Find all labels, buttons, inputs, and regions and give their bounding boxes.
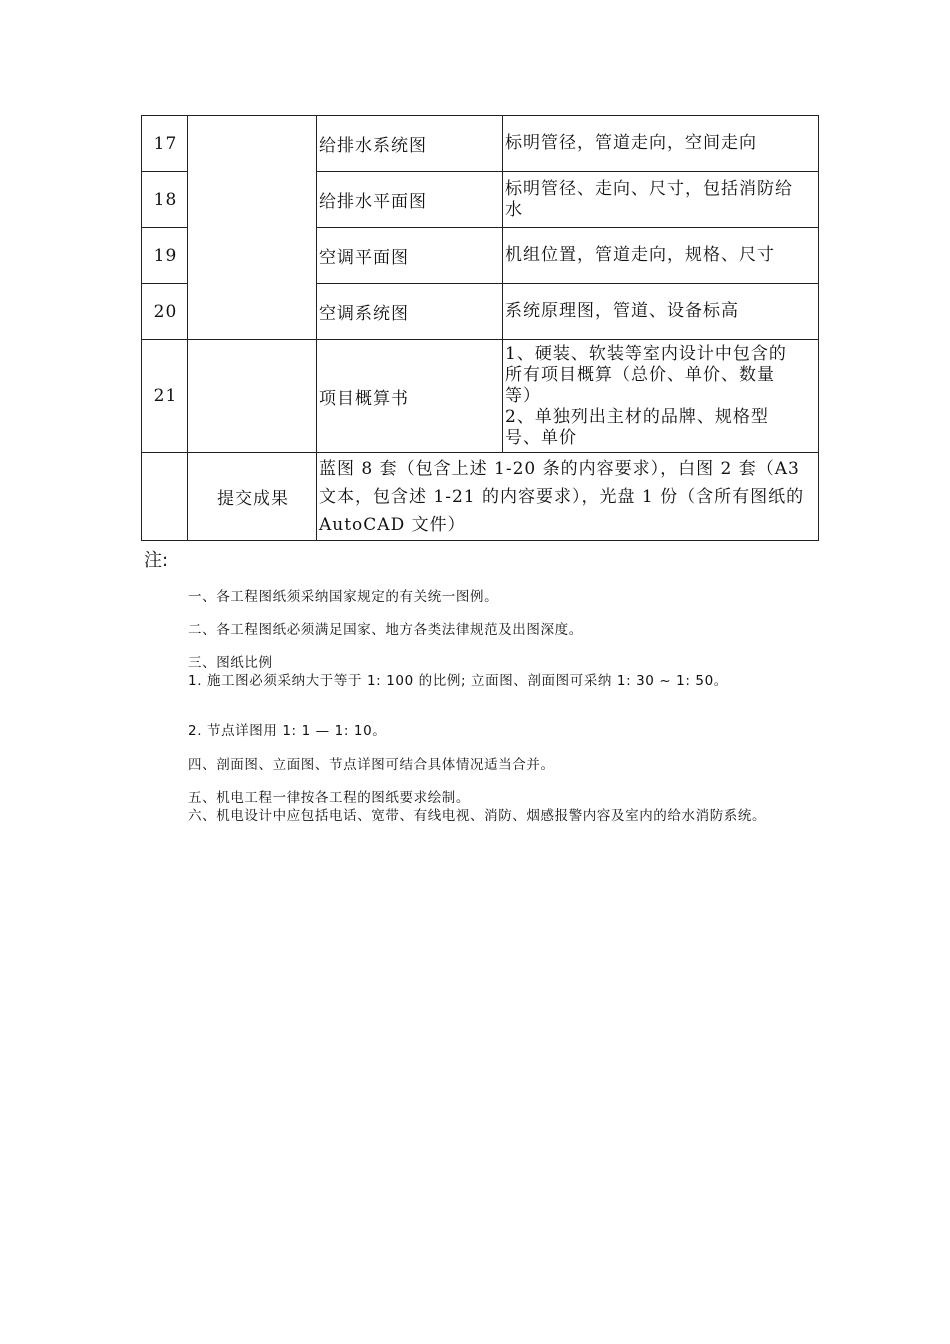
note-item: 一、各工程图纸须采纳国家规定的有关统一图例。 (188, 589, 499, 605)
submission-label: 提交成果 (188, 453, 317, 541)
table-row (142, 116, 819, 172)
drawing-name: 项目概算书 (317, 340, 503, 453)
drawing-requirement: 系统原理图，管道、设备标高 (503, 284, 819, 340)
drawing-name: 给排水平面图 (317, 172, 503, 228)
drawing-name: 空调系统图 (317, 284, 503, 340)
note-item: 四、剖面图、立面图、节点详图可结合具体情况适当合并。 (188, 757, 555, 773)
row-number: 19 (142, 228, 188, 284)
row-number: 17 (142, 116, 188, 172)
drawing-requirement: 标明管径、走向、尺寸，包括消防给 水 (503, 172, 819, 228)
note-item: 2. 节点详图用 1: 1 — 1: 10。 (188, 723, 387, 739)
row-number: 20 (142, 284, 188, 340)
note-item: 五、机电工程一律按各工程的图纸要求绘制。 (188, 790, 470, 806)
note-item: 六、机电设计中应包括电话、宽带、有线电视、消防、烟感报警内容及室内的给水消防系统。 (188, 808, 767, 824)
group-cell (188, 340, 317, 453)
table-row (142, 340, 819, 453)
row-number: 18 (142, 172, 188, 228)
notes-heading: 注: (144, 550, 169, 571)
empty-cell (142, 453, 188, 541)
drawing-requirement: 机组位置，管道走向，规格、尺寸 (503, 228, 819, 284)
group-cell (188, 116, 317, 340)
drawing-name: 给排水系统图 (317, 116, 503, 172)
drawing-name: 空调平面图 (317, 228, 503, 284)
row-number: 21 (142, 340, 188, 453)
note-item: 1. 施工图必须采纳大于等于 1: 100 的比例; 立面图、剖面图可采纳 1: 30 ~ 1: 50。 (188, 673, 728, 689)
submission-content: 蓝图 8 套（包含上述 1-20 条的内容要求），白图 2 套（A3 文本，包含述 1-21 的内容要求），光盘 1 份（含所有图纸的 AutoCAD 文件） (317, 453, 819, 541)
drawing-requirement: 标明管径，管道走向，空间走向 (503, 116, 819, 172)
note-item: 二、各工程图纸必须满足国家、地方各类法律规范及出图深度。 (188, 622, 583, 638)
spec-table (141, 115, 819, 541)
note-item: 三、图纸比例 (188, 655, 273, 671)
drawing-requirement: 1、硬装、软装等室内设计中包含的 所有项目概算（总价、单价、数量 等） 2、单独列出主材的品牌、规格型 号、单价 (503, 340, 819, 453)
submission-row (142, 453, 819, 541)
